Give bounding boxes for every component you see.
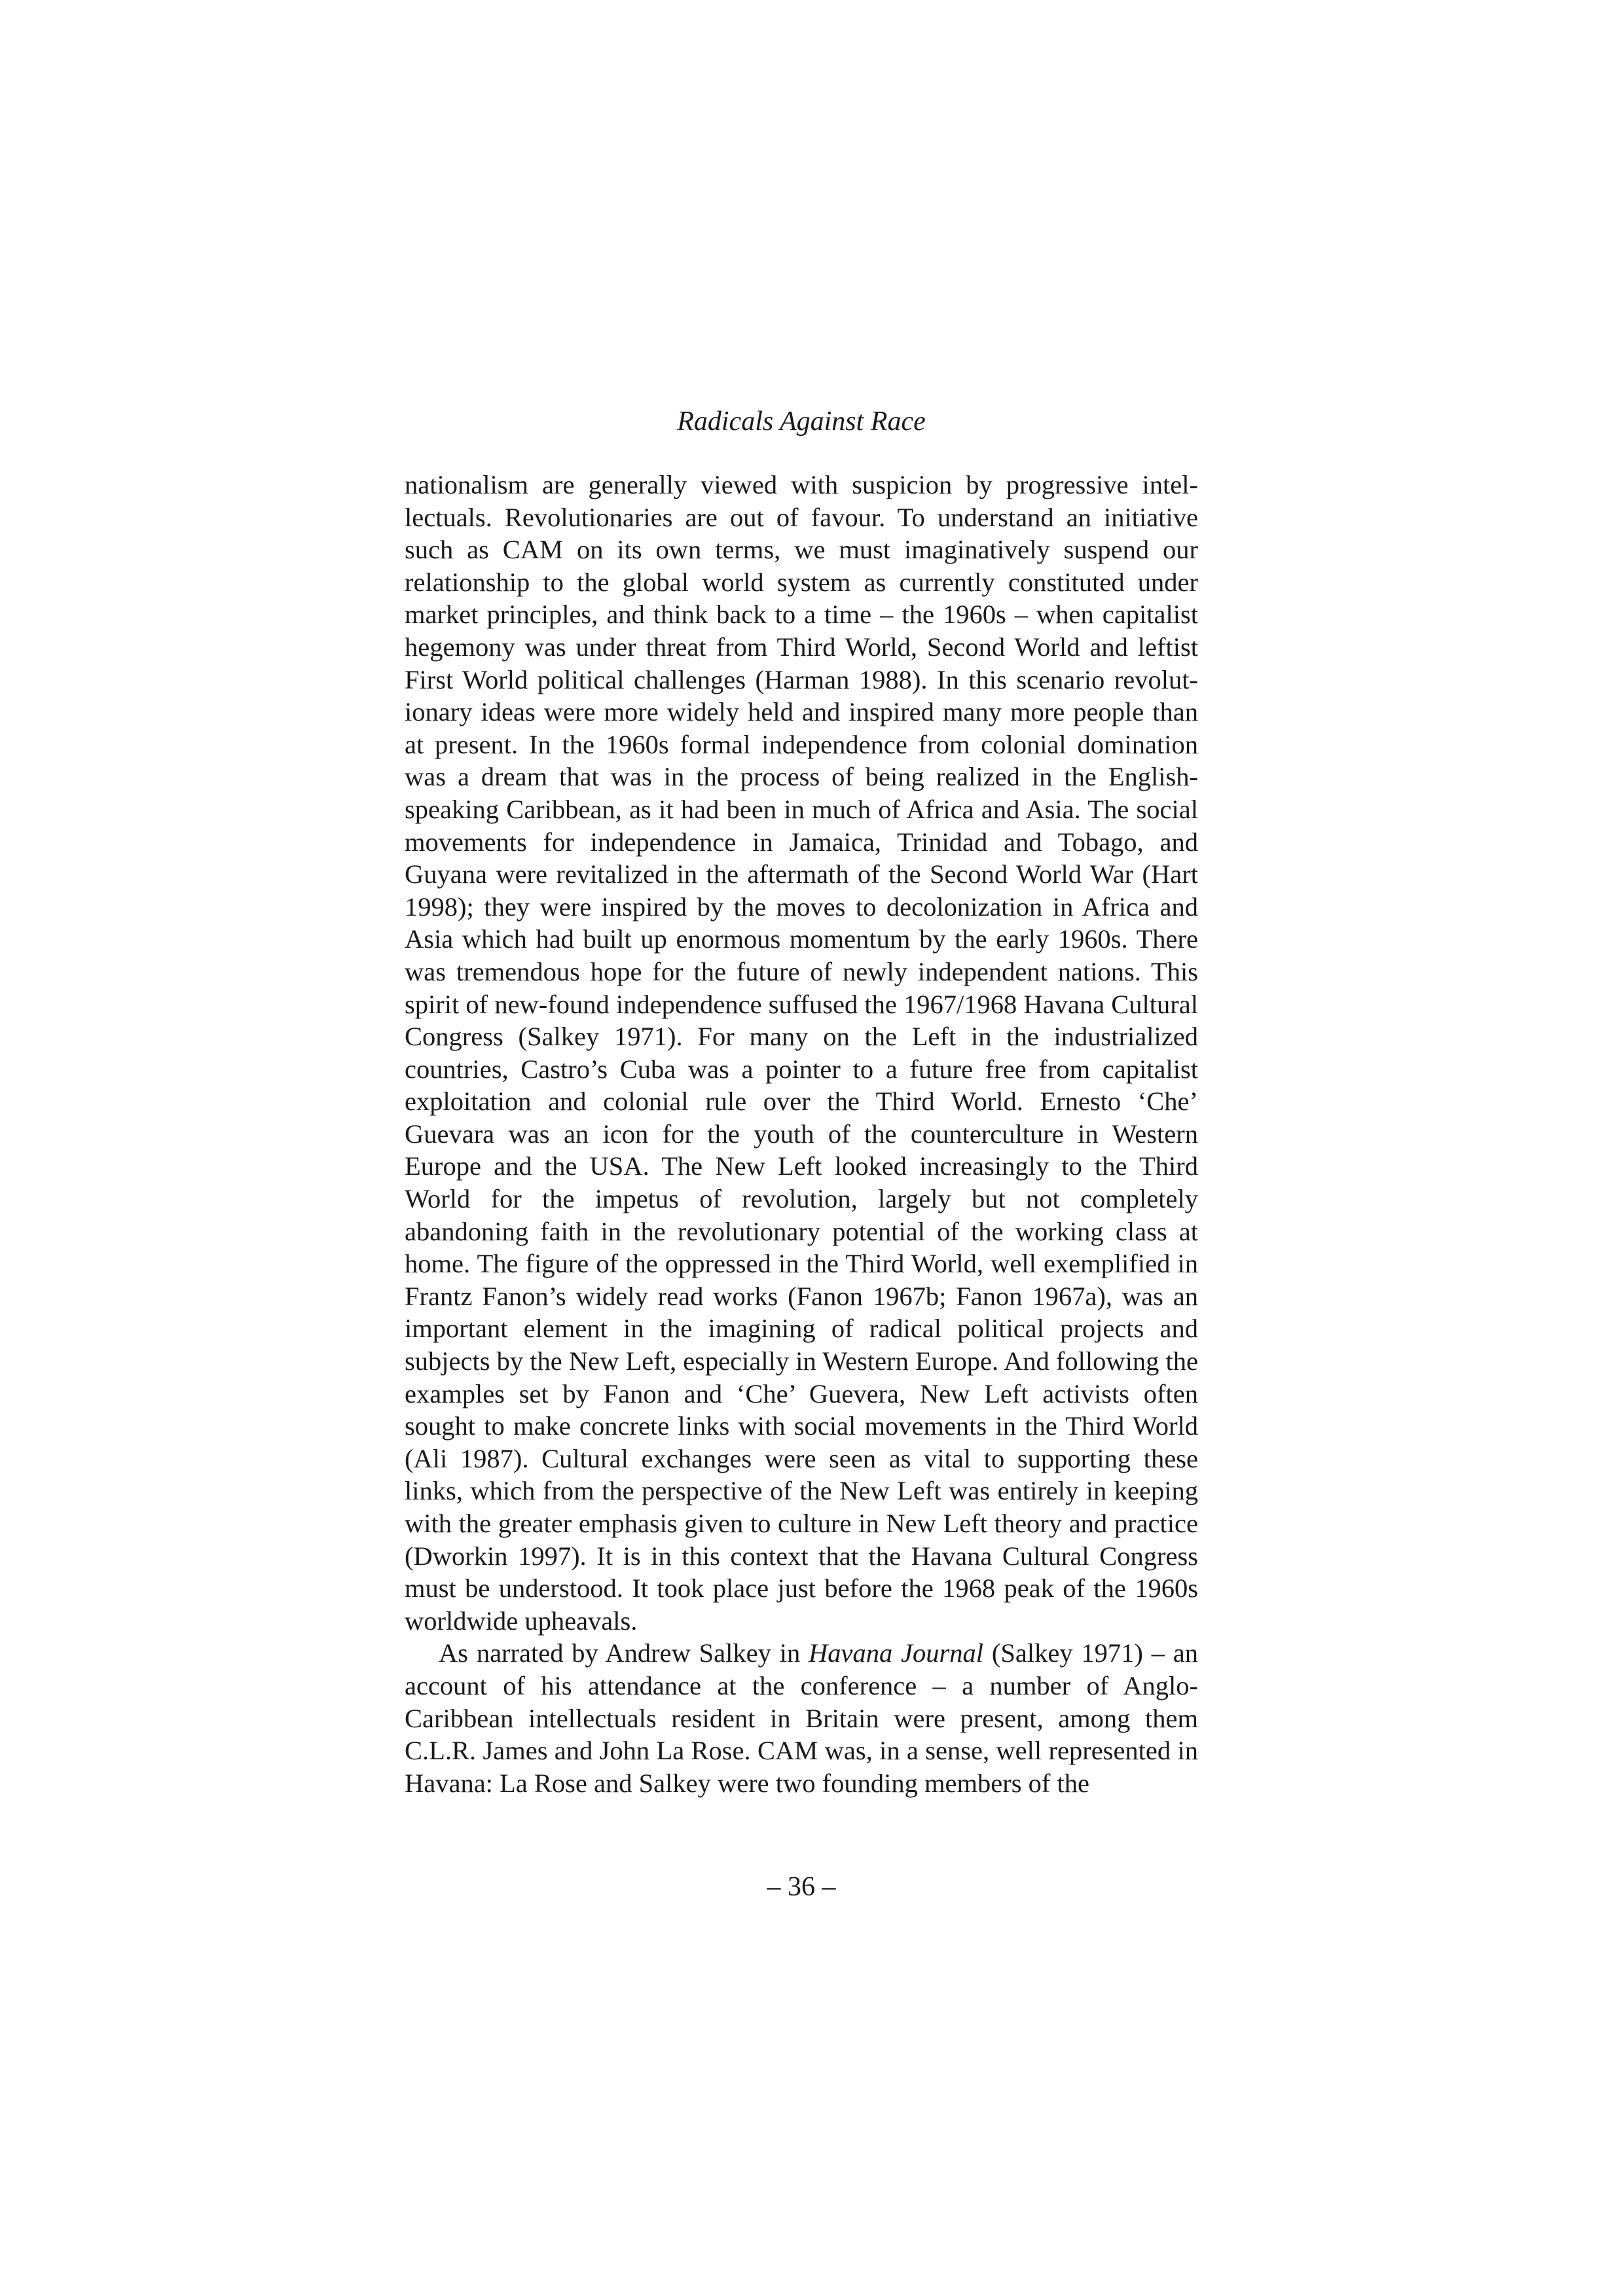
page-number: – 36 – <box>767 1872 836 1902</box>
paragraph-2-rest: (Salkey 1971) – an account of his attendance at the conference – a number of Anglo-Caribbean intellectuals resident in Britain were present, among them C.L.R. James and John La Rose. CAM was, in a sense, well represented in Havana: La Rose and Salkey were two founding members of the <box>405 1638 1198 1798</box>
paragraph-2-lead: As narrated by Andrew Salkey in <box>439 1638 809 1668</box>
book-title: Havana Journal <box>809 1638 984 1668</box>
running-head: Radicals Against Race <box>677 406 926 437</box>
paragraph-2 <box>405 1637 1198 1799</box>
paragraph-1: nationalism are generally viewed with suspicion by progressive intellectuals. Revolutionaries are out of favour. To understand an initiative such as CAM on its own terms, we must imaginatively suspend our relationship to the global world system as currently constituted under market principles, and think back to a time – the 1960s – when capitalist hegemony was under threat from Third World, Second World and leftist First World political challenges (Harman 1988). In this scenario revolutionary ideas were more widely held and inspired many more people than at present. In the 1960s formal independence from colonial domination was a dream that was in the process of being realized in the English-speaking Caribbean, as it had been in much of Africa and Asia. The social movements for independence in Jamaica, Trinidad and Tobago, and Guyana were revitalized in the aftermath of the Second World War (Hart 1998); they were inspired by the moves to decolonization in Africa and Asia which had built up enormous momentum by the early 1960s. There was tremendous hope for the future of newly independent nations. This spirit of new-found independence suffused the 1967/1968 Havana Cultural Congress (Salkey 1971). For many on the Left in the industrialized countries, Castro’s Cuba was a pointer to a future free from capitalist exploitation and colonial rule over the Third World. Ernesto ‘Che’ Guevara was an icon for the youth of the counterculture in Western Europe and the USA. The New Left looked increasingly to the Third World for the impetus of revolution, largely but not completely abandoning faith in the revolutionary potential of the working class at home. The figure of the oppressed in the Third World, well exemplified in Frantz Fanon’s widely read works (Fanon 1967b; Fanon 1967a), was an important element in the imagining of radical political projects and subjects by the New Left, especially in Western Europe. And following the examples set by Fanon and ‘Che’ Guevera, New Left activists often sought to make concrete links with social movements in the Third World (Ali 1987). Cultural exchanges were seen as vital to supporting these links, which from the perspective of the New Left was entirely in keeping with the greater emphasis given to culture in New Left theory and practice (Dworkin 1997). It is in this context that the Havana Cultural Congress must be understood. It took place just before the 1968 peak of the 1960s worldwide upheavals. <box>405 470 1198 1636</box>
body-text <box>405 469 1198 1799</box>
